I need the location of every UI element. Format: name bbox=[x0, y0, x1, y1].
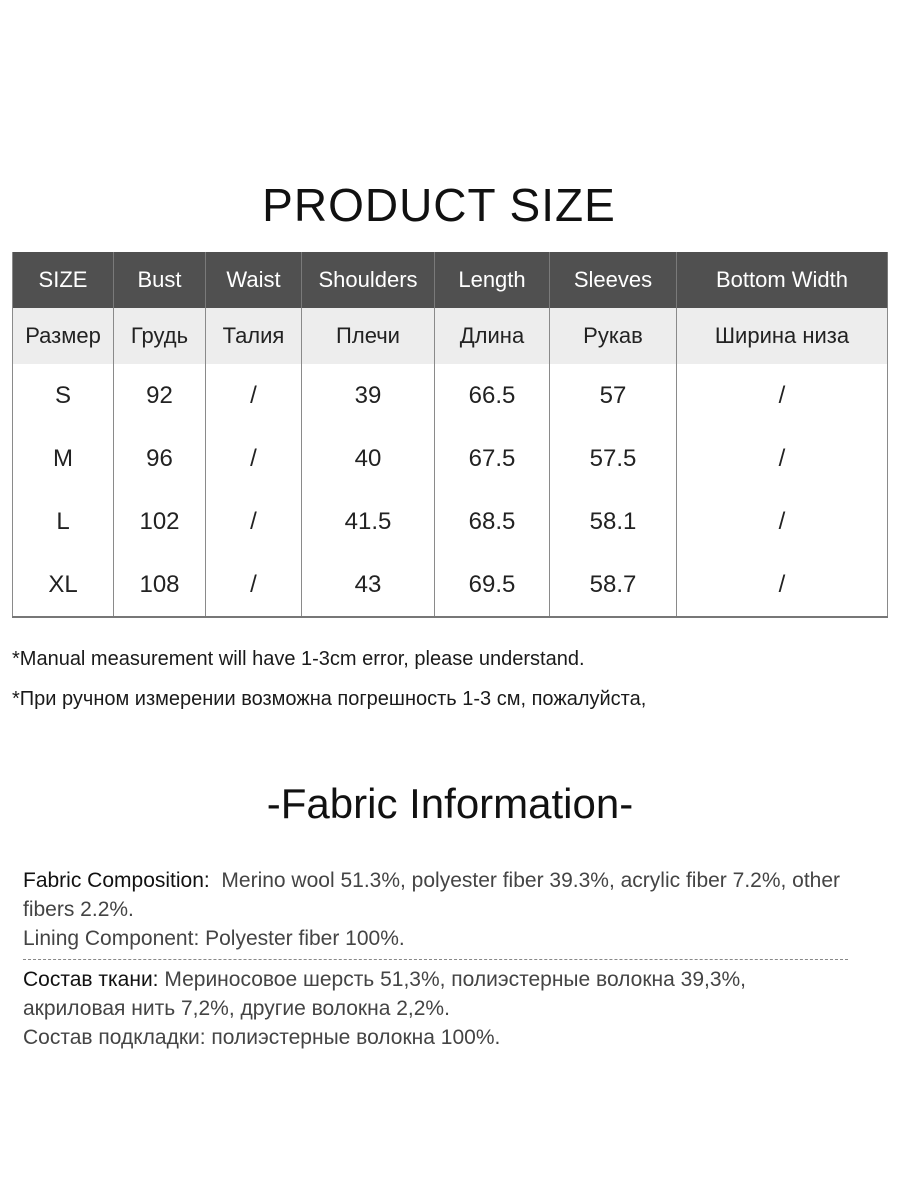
cell-sleeves: 58.1 bbox=[550, 490, 677, 553]
cell-size: S bbox=[13, 364, 114, 427]
header-row-ru bbox=[13, 308, 888, 364]
header-size-ru: Размер bbox=[13, 308, 114, 364]
cell-waist: / bbox=[206, 553, 302, 617]
cell-shoulders: 40 bbox=[302, 427, 435, 490]
header-shoulders-ru: Плечи bbox=[302, 308, 435, 364]
divider bbox=[23, 959, 848, 960]
header-length-ru: Длина bbox=[435, 308, 550, 364]
cell-length: 67.5 bbox=[435, 427, 550, 490]
table-row bbox=[13, 490, 888, 553]
cell-bottom-width: / bbox=[677, 427, 888, 490]
cell-shoulders: 41.5 bbox=[302, 490, 435, 553]
cell-size: M bbox=[13, 427, 114, 490]
size-table bbox=[12, 252, 888, 618]
table-row bbox=[13, 427, 888, 490]
measurement-note-en: *Manual measurement will have 1-3cm error, please understand. bbox=[12, 648, 585, 670]
fabric-composition-label: Fabric Composition: bbox=[23, 869, 210, 892]
cell-sleeves: 57.5 bbox=[550, 427, 677, 490]
fabric-composition-text: Merino wool 51.3%, polyester fiber 39.3%, acrylic fiber 7.2%, other fibers 2.2%. bbox=[23, 869, 841, 921]
header-waist-ru: Талия bbox=[206, 308, 302, 364]
cell-shoulders: 39 bbox=[302, 364, 435, 427]
cell-sleeves: 58.7 bbox=[550, 553, 677, 617]
header-shoulders: Shoulders bbox=[302, 252, 435, 308]
header-sleeves-ru: Рукав bbox=[550, 308, 677, 364]
fabric-composition-text-ru: Мериносовое шерсть 51,3%, полиэстерные волокна 39,3%, акриловая нить 7,2%, другие волокна 2,2%. bbox=[23, 968, 747, 1020]
cell-bust: 102 bbox=[114, 490, 206, 553]
cell-waist: / bbox=[206, 490, 302, 553]
measurement-note-ru: *При ручном измерении возможна погрешность 1-3 см, пожалуйста, bbox=[12, 688, 647, 710]
header-bust: Bust bbox=[114, 252, 206, 308]
cell-bust: 92 bbox=[114, 364, 206, 427]
cell-waist: / bbox=[206, 427, 302, 490]
cell-size: L bbox=[13, 490, 114, 553]
cell-bottom-width: / bbox=[677, 364, 888, 427]
header-length: Length bbox=[435, 252, 550, 308]
header-bottom-width: Bottom Width bbox=[677, 252, 888, 308]
cell-length: 69.5 bbox=[435, 553, 550, 617]
cell-bottom-width: / bbox=[677, 553, 888, 617]
fabric-composition-label-ru: Состав ткани: bbox=[23, 968, 159, 991]
cell-shoulders: 43 bbox=[302, 553, 435, 617]
table-row bbox=[13, 364, 888, 427]
header-bust-ru: Грудь bbox=[114, 308, 206, 364]
cell-bust: 96 bbox=[114, 427, 206, 490]
cell-size: XL bbox=[13, 553, 114, 617]
lining-text: Lining Component: Polyester fiber 100%. bbox=[23, 927, 405, 950]
header-waist: Waist bbox=[206, 252, 302, 308]
cell-waist: / bbox=[206, 364, 302, 427]
cell-bust: 108 bbox=[114, 553, 206, 617]
cell-length: 66.5 bbox=[435, 364, 550, 427]
header-sleeves: Sleeves bbox=[550, 252, 677, 308]
table-row bbox=[13, 553, 888, 617]
lining-text-ru: Состав подкладки: полиэстерные волокна 100%. bbox=[23, 1026, 501, 1049]
cell-sleeves: 57 bbox=[550, 364, 677, 427]
fabric-title: -Fabric Information- bbox=[266, 780, 634, 827]
cell-length: 68.5 bbox=[435, 490, 550, 553]
header-row-en bbox=[13, 252, 888, 308]
header-bottom-width-ru: Ширина низа bbox=[677, 308, 888, 364]
page-title: PRODUCT SIZE bbox=[262, 179, 616, 231]
fabric-info-ru bbox=[23, 965, 853, 1052]
header-size: SIZE bbox=[13, 252, 114, 308]
fabric-info-en bbox=[23, 866, 853, 953]
cell-bottom-width: / bbox=[677, 490, 888, 553]
